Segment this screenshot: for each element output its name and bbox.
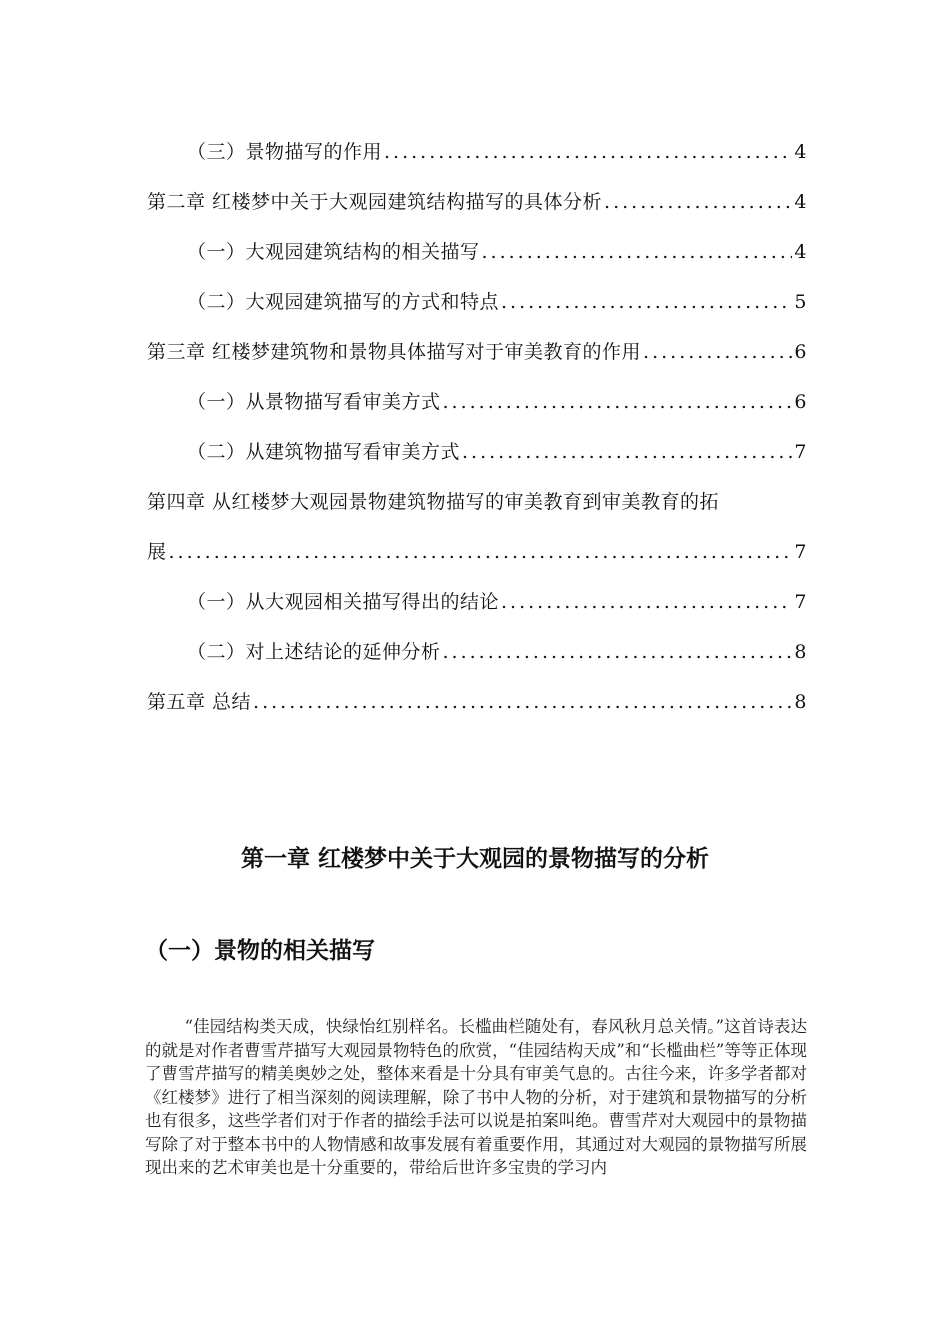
toc-page-number: 7 <box>794 591 807 613</box>
toc-dot-leader <box>482 227 793 277</box>
toc-dot-leader <box>604 177 792 227</box>
toc-entry-title: （二）从建筑物描写看审美方式 <box>187 441 461 463</box>
toc-page-number: 6 <box>794 391 807 413</box>
toc-entry[interactable] <box>147 377 807 427</box>
toc-page-number: 4 <box>794 191 807 213</box>
toc-entry-title: （一）从景物描写看审美方式 <box>187 391 441 413</box>
toc-entry-title: （二）大观园建筑描写的方式和特点 <box>187 291 500 313</box>
toc-dot-leader <box>384 127 792 177</box>
toc-entry[interactable] <box>147 677 807 727</box>
toc-entry[interactable] <box>147 277 807 327</box>
toc-dot-leader <box>462 427 792 477</box>
toc-entry[interactable] <box>147 327 807 377</box>
toc-page-number: 8 <box>794 691 807 713</box>
toc-dot-leader <box>643 327 792 377</box>
table-of-contents <box>147 127 807 727</box>
toc-entry-title: 第二章 红楼梦中关于大观园建筑结构描写的具体分析 <box>147 191 603 213</box>
toc-entry-title-continuation: 展 <box>147 541 167 563</box>
toc-entry-title: （一）大观园建筑结构的相关描写 <box>187 241 480 263</box>
toc-entry-title: 第三章 红楼梦建筑物和景物具体描写对于审美教育的作用 <box>147 341 642 363</box>
toc-entry[interactable] <box>147 177 807 227</box>
toc-entry[interactable] <box>147 127 807 177</box>
toc-dot-leader <box>253 677 792 727</box>
chapter-title: 第一章 红楼梦中关于大观园的景物描写的分析 <box>240 846 709 872</box>
toc-dot-leader <box>443 377 793 427</box>
toc-entry[interactable] <box>147 627 807 677</box>
toc-page-number: 8 <box>794 641 807 663</box>
toc-dot-leader <box>443 627 793 677</box>
toc-entry-title: （二）对上述结论的延伸分析 <box>187 641 441 663</box>
toc-dot-leader <box>169 527 793 577</box>
toc-page-number: 6 <box>794 341 807 363</box>
toc-page-number: 7 <box>794 441 807 463</box>
toc-entry-title: （一）从大观园相关描写得出的结论 <box>187 591 500 613</box>
toc-entry-wrapped[interactable] <box>147 477 807 527</box>
toc-page-number: 5 <box>794 291 807 313</box>
body-paragraph: “佳园结构类天成，快绿怡红别样名。长槛曲栏随处有，春风秋月总关情。”这首诗表达的就是对作者曹雪芹描写大观园景物特色的欣赏，“佳园结构天成”和“长槛曲栏”等等正体现了曹雪芹描写的精美奥妙之处，整体来看是十分具有审美气息的。古往今来，许多学者都对《红楼梦》进行了相当深刻的阅读理解，除了书中人物的分析，对于建筑和景物描写的分析也有很多，这些学者们对于作者的描绘手法可以说是拍案叫绝。曹雪芹对大观园中的景物描写除了对于整本书中的人物情感和故事发展有着重要作用，其通过对大观园的景物描写所展现出来的艺术审美也是十分重要的，带给后世许多宝贵的学习内 <box>145 1017 807 1177</box>
toc-entry-title: 第五章 总结 <box>147 691 252 713</box>
toc-page-number: 4 <box>794 141 807 163</box>
toc-entry-title: （三）景物描写的作用 <box>187 141 383 163</box>
section-title: （一）景物的相关描写 <box>145 938 375 964</box>
toc-entry[interactable] <box>147 577 807 627</box>
toc-page-number: 4 <box>794 241 807 263</box>
toc-dot-leader <box>501 577 792 627</box>
toc-page-number: 7 <box>794 541 807 563</box>
toc-dot-leader <box>501 277 792 327</box>
toc-entry[interactable] <box>147 427 807 477</box>
toc-entry[interactable] <box>147 227 807 277</box>
toc-entry-continuation[interactable] <box>147 527 807 577</box>
toc-entry-title: 第四章 从红楼梦大观园景物建筑物描写的审美教育到审美教育的拓 <box>147 491 720 513</box>
